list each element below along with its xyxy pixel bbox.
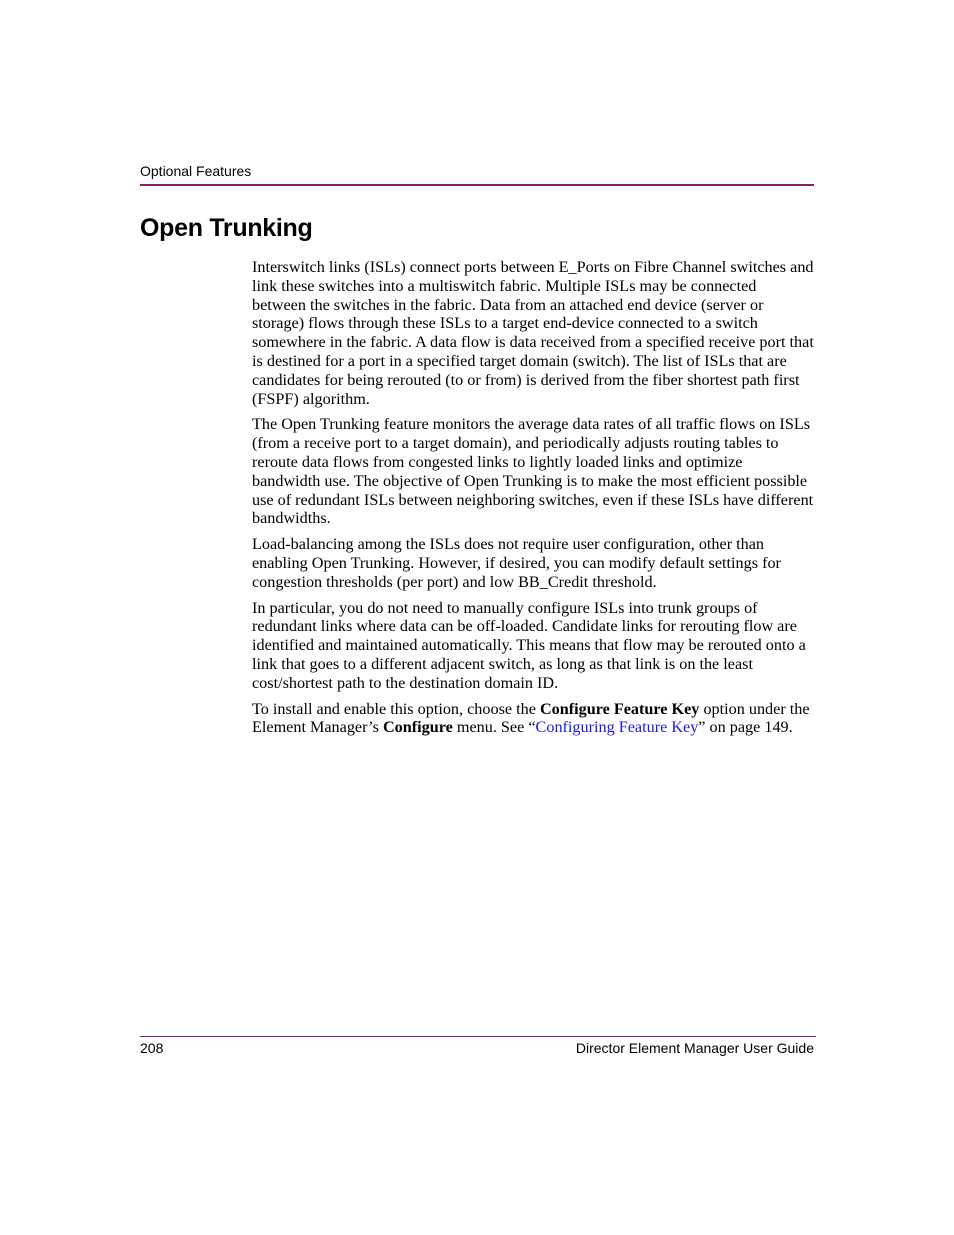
- install-text-part4: ” on page 149.: [698, 718, 793, 737]
- paragraph-isl-intro: Interswitch links (ISLs) connect ports between E_Ports on Fibre Channel switches and link these switches into a multiswitch fabric. Multiple ISLs may be connected between the switches in the fabric. Data from an attached end device (server or storage) flows through these ISLs to a target end-device connected to a switch somewhere in the fabric. A data flow is data received from a specified receive port that is destined for a port in a specified target domain (switch). The list of ISLs that are candidates for being rerouted (to or from) is derived from the fiber shortest path first (FSPF) algorithm.: [252, 258, 814, 408]
- paragraph-open-trunking-monitor: The Open Trunking feature monitors the average data rates of all traffic flows on ISLs (from a receive port to a target domain), and periodically adjusts routing tables to reroute data flows from congested links to lightly loaded links and optimize bandwidth use. The objective of Open Trunking is to make the most efficient possible use of redundant ISLs between neighboring switches, even if these ISLs have different bandwidths.: [252, 415, 814, 528]
- header-divider: [140, 184, 814, 186]
- install-text-part1: To install and enable this option, choose the: [252, 699, 540, 718]
- paragraph-load-balancing: Load-balancing among the ISLs does not require user configuration, other than enabling Open Trunking. However, if desired, you can modify default settings for congestion thresholds (per port) and low BB_Credit threshold.: [252, 535, 781, 591]
- document-title: Director Element Manager User Guide: [575, 1040, 814, 1056]
- footer-divider: [140, 1036, 816, 1037]
- configure-menu-term: Configure: [382, 718, 453, 737]
- paragraph-install-instructions: [252, 700, 814, 738]
- install-text-part3: menu. See “: [452, 718, 536, 737]
- install-text-part2: option under the Element Manager’s: [252, 699, 810, 737]
- section-title: Open Trunking: [140, 214, 313, 242]
- body-text: [252, 258, 814, 744]
- page-number: 208: [140, 1040, 164, 1056]
- running-header: Optional Features: [140, 163, 252, 179]
- configuring-feature-key-link[interactable]: Configuring Feature Key: [535, 718, 699, 737]
- paragraph-trunk-groups: In particular, you do not need to manually configure ISLs into trunk groups of redundant links where data can be off-loaded. Candidate links for rerouting flow are identified and maintained automatically. This means that flow may be rerouted onto a link that goes to a different adjacent switch, as long as that link is on the least cost/shortest path to the destination domain ID.: [252, 598, 806, 692]
- configure-feature-key-term: Configure Feature Key: [539, 699, 700, 718]
